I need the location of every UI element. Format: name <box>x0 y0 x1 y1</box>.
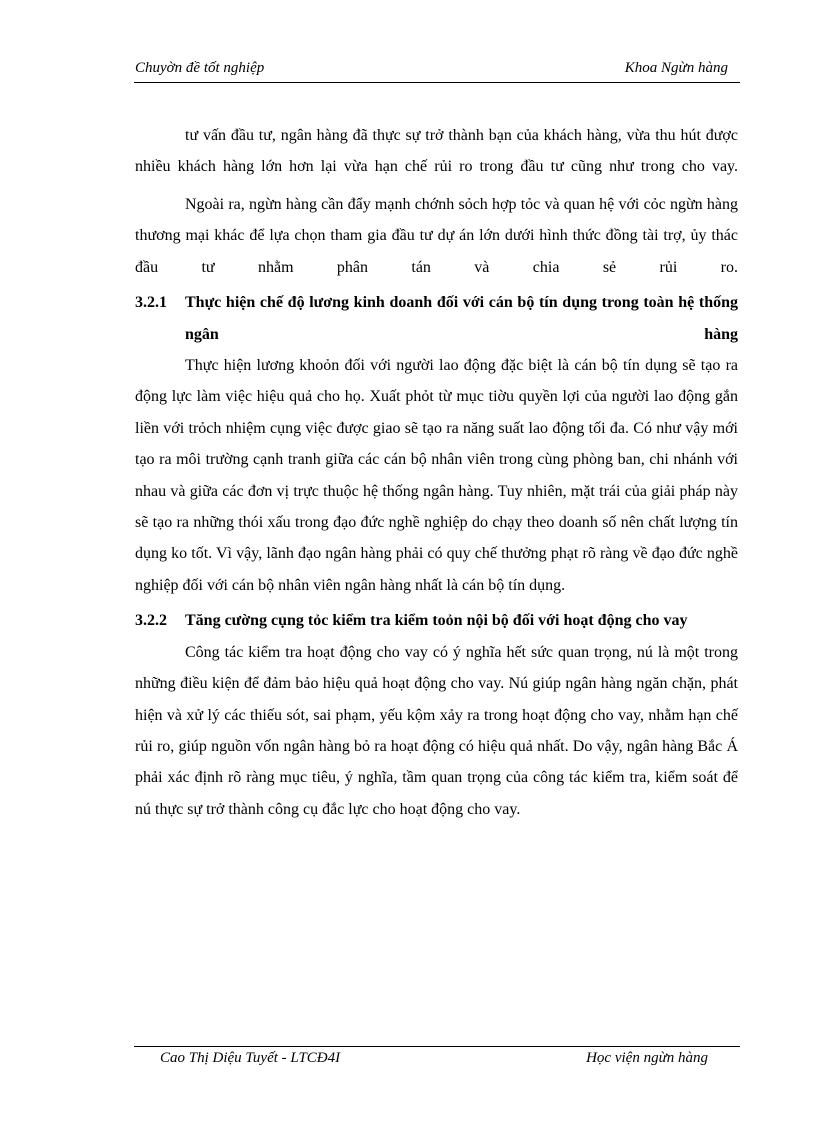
section-title: Thực hiện chế độ lương kinh doanh đối với cán bộ tín dụng trong toàn hệ thống ngân hàng <box>185 294 738 343</box>
section-number: 3.2.2 <box>135 612 167 630</box>
header-title-left: Chuyờn đề tốt nghiệp <box>135 60 265 76</box>
paragraph-2: Ngoài ra, ngừn hàng cần đẩy mạnh chớnh sỏch hợp tỏc và quan hệ với cỏc ngừn hàng thương mại khác để lựa chọn tham gia đầu tư dự án lớn dưới hình thức đồng tài trợ, ủy thác đầu tư nhằm phân tán và chia sẻ rủi ro. <box>135 195 738 276</box>
page-content <box>135 120 738 825</box>
header-title-right: Khoa Ngừn hàng <box>624 60 728 76</box>
section-title: Tăng cường cụng tỏc kiểm tra kiểm toỏn nội bộ đối với hoạt động cho vay <box>185 612 688 630</box>
header-divider <box>134 82 740 83</box>
section-number: 3.2.1 <box>135 294 167 312</box>
paragraph-4: Công tác kiểm tra hoạt động cho vay có ý nghĩa hết sức quan trọng, nú là một trong những điều kiện để đảm bảo hiệu quả hoạt động cho vay. Nú giúp ngân hàng ngăn chặn, phát hiện và xử lý các thiếu sót, sai phạm, yếu kộm xảy ra trong hoạt động cho vay, nhằm hạn chế rủi ro, giúp nguồn vốn ngân hàng bỏ ra hoạt động có hiệu quả nhất. Do vậy, ngân hàng Bắc Á phải xác định rõ ràng mục tiêu, ý nghĩa, tầm quan trọng của công tác kiểm tra, kiểm soát để nú thực sự trở thành công cụ đắc lực cho hoạt động cho vay. <box>135 643 738 818</box>
footer-author: Cao Thị Diệu Tuyết - LTCĐ4I <box>160 1050 341 1066</box>
paragraph-1: tư vấn đầu tư, ngân hàng đã thực sự trở thành bạn của khách hàng, vừa thu hút được nhiều khách hàng lớn hơn lại vừa hạn chế rủi ro trong đầu tư cũng như trong cho vay. <box>135 127 738 176</box>
section-heading-3-2-2 <box>135 605 738 637</box>
section-heading-3-2-1 <box>135 287 738 350</box>
footer-divider <box>134 1046 740 1047</box>
footer-institution: Học viện ngừn hàng <box>586 1050 708 1066</box>
paragraph-3: Thực hiện lương khoỏn đối với người lao động đặc biệt là cán bộ tín dụng sẽ tạo ra động lực làm việc hiệu quả cho họ. Xuất phỏt từ mục tiờu quyền lợi của người lao động gắn liền với trỏch nhiệm cụng việc được giao sẽ tạo ra năng suất lao động tối đa. Có như vậy mới tạo ra môi trường cạnh tranh giữa các cán bộ nhân viên trong cùng phòng ban, chi nhánh với nhau và giữa các đơn vị trực thuộc hệ thống ngân hàng. Tuy nhiên, mặt trái của giải pháp này sẽ tạo ra những thói xấu trong đạo đức nghề nghiệp do chạy theo doanh số nên chất lượng tín dụng ko tốt. Vì vậy, lãnh đạo ngân hàng phải có quy chế thưởng phạt rõ ràng về đạo đức nghề nghiệp đối với cán bộ nhân viên ngân hàng nhất là cán bộ tín dụng. <box>135 357 738 594</box>
